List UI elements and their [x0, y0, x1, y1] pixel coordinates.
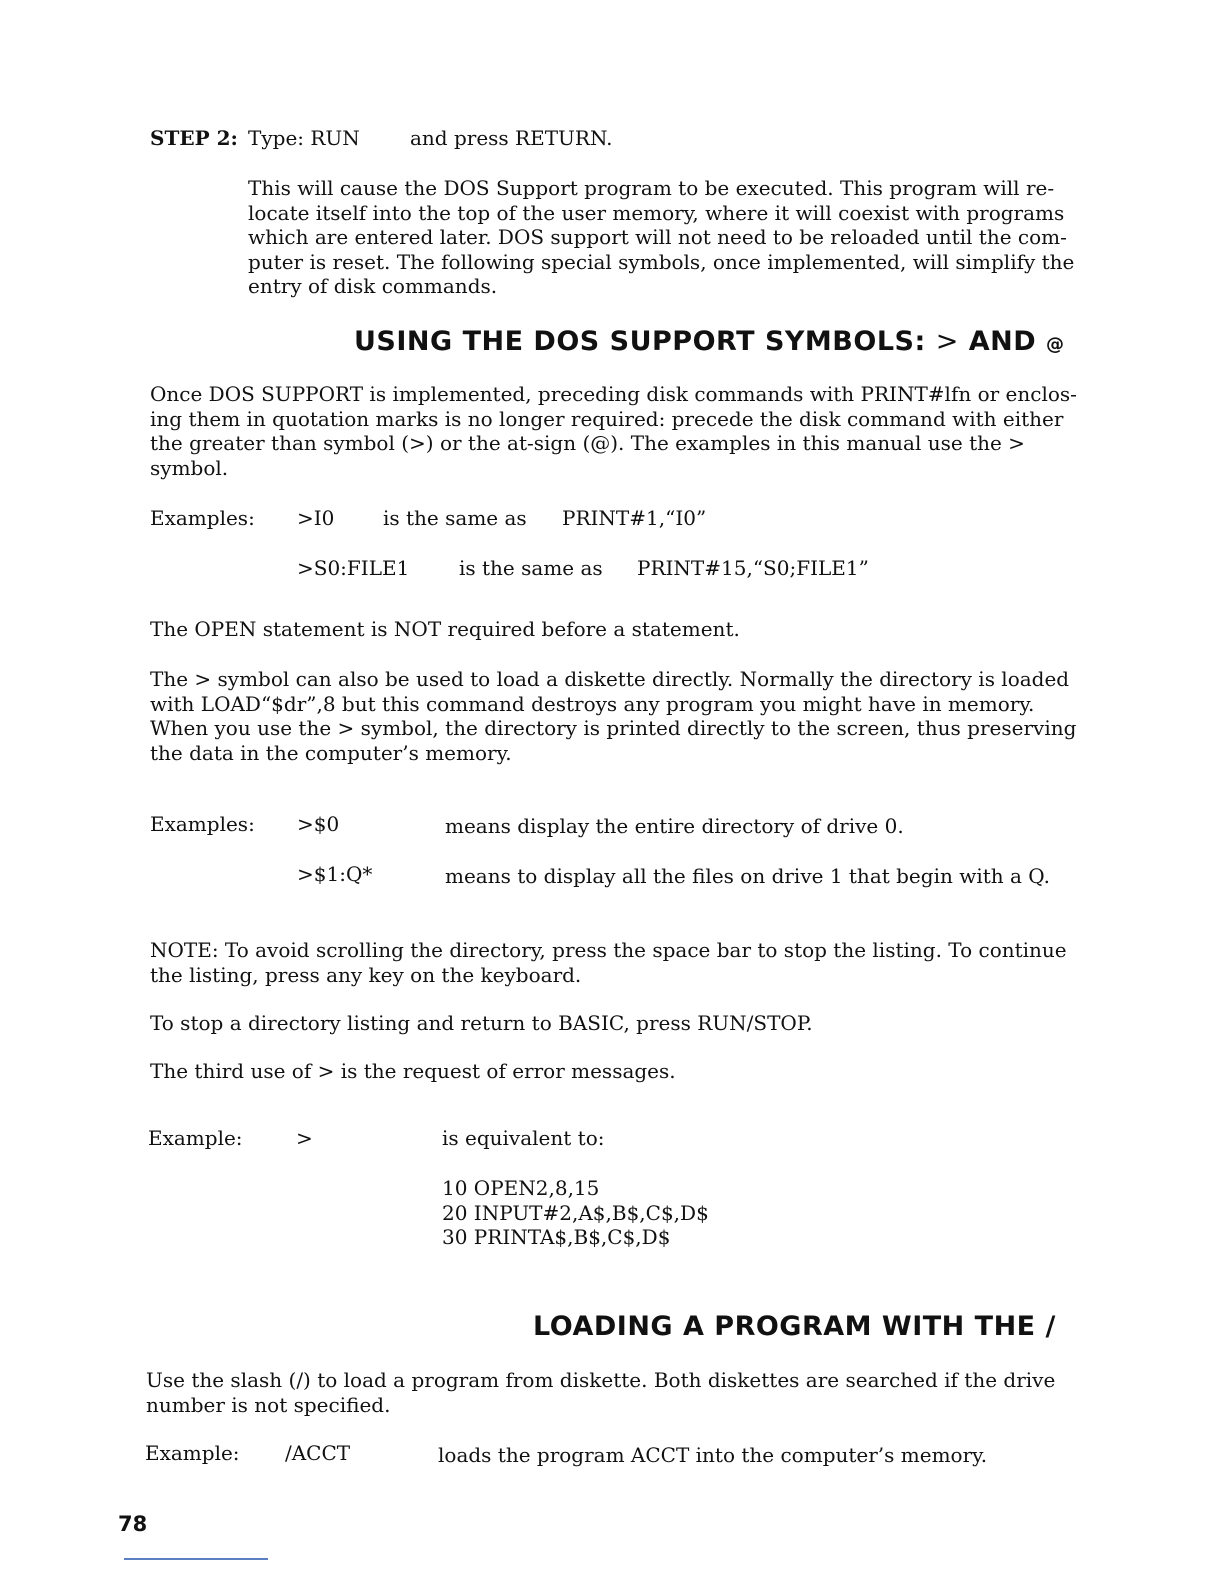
step-label: STEP 2:: [150, 126, 238, 150]
text-line: ing them in quotation marks is no longer required: precede the disk command with either: [150, 406, 1064, 431]
text-line: This will cause the DOS Support program to be executed. This program will re-: [248, 176, 1055, 200]
example-description: means display the entire directory of drive 0.: [445, 814, 904, 838]
note-paragraph: [150, 938, 1067, 987]
text-line: the greater than symbol (>) or the at-sign (@). The examples in this manual use the >: [150, 431, 1025, 455]
code-line: 30 PRINTA$,B$,C$,D$: [442, 1225, 671, 1249]
example-command: >$0: [297, 812, 340, 836]
examples-label: Examples:: [150, 812, 255, 836]
examples-label: Examples:: [150, 506, 255, 530]
third-use-text: The third use of > is the request of error messages.: [150, 1059, 676, 1083]
text-line: The > symbol can also be used to load a diskette directly. Normally the directory is loaded: [150, 667, 1070, 691]
example-command: >: [296, 1126, 313, 1150]
example-description: means to display all the files on drive 1 that begin with a Q.: [445, 864, 1051, 888]
stop-text: To stop a directory listing and return to BASIC, press RUN/STOP.: [150, 1011, 813, 1035]
intro-paragraph: [150, 382, 1077, 480]
text-line: the listing, press any key on the keyboard.: [150, 962, 582, 987]
example-label: Example:: [145, 1441, 240, 1465]
text-line: NOTE: To avoid scrolling the directory, press the space bar to stop the listing. To continue: [150, 938, 1067, 962]
section-heading-loading-program: LOADING A PROGRAM WITH THE /: [533, 1311, 1056, 1342]
text-line: entry of disk commands.: [248, 274, 498, 298]
example-command: /ACCT: [285, 1441, 351, 1465]
page-number: 78: [118, 1512, 148, 1536]
load-paragraph: [150, 667, 1076, 765]
slash-paragraph: [146, 1368, 1055, 1417]
example-command: >I0: [297, 506, 335, 530]
text-line: which are entered later. DOS support will not need to be reloaded until the com-: [248, 225, 1067, 249]
text-line: symbol.: [150, 455, 229, 480]
example-command: >$1:Q*: [297, 862, 373, 886]
example-equivalent: PRINT#15,“S0;FILE1”: [637, 556, 869, 580]
code-line: 10 OPEN2,8,15: [442, 1176, 600, 1200]
code-line: 20 INPUT#2,A$,B$,C$,D$: [442, 1200, 709, 1225]
text-line: Once DOS SUPPORT is implemented, preceding disk commands with PRINT#lfn or enclos-: [150, 382, 1077, 406]
step-press: and press RETURN.: [410, 126, 613, 150]
text-line: with LOAD“$dr”,8 but this command destroys any program you might have in memory.: [150, 691, 1035, 716]
code-block: [442, 1176, 709, 1250]
example-connector: is the same as: [459, 556, 603, 580]
example-command: >S0:FILE1: [297, 556, 410, 580]
step-type: Type: RUN: [248, 126, 360, 150]
example-description: is equivalent to:: [442, 1126, 605, 1150]
text-line: When you use the > symbol, the directory is printed directly to the screen, thus preserving: [150, 716, 1077, 740]
open-note: The OPEN statement is NOT required before a statement.: [150, 617, 740, 641]
text-line: the data in the computer’s memory.: [150, 740, 512, 765]
text-line: number is not specified.: [146, 1392, 391, 1417]
section-heading-dos-symbols: USING THE DOS SUPPORT SYMBOLS: > AND @: [354, 326, 1065, 357]
step-description: [248, 176, 1074, 299]
text-line: Use the slash (/) to load a program from diskette. Both diskettes are searched if the drive: [146, 1368, 1056, 1392]
text-line: puter is reset. The following special symbols, once implemented, will simplify the: [248, 249, 1075, 274]
example-description: loads the program ACCT into the computer’s memory.: [438, 1443, 988, 1467]
example-equivalent: PRINT#1,“I0”: [562, 506, 707, 530]
example-label: Example:: [148, 1126, 243, 1150]
text-line: locate itself into the top of the user memory, where it will coexist with programs: [248, 200, 1065, 225]
example-connector: is the same as: [383, 506, 527, 530]
footer-rule: [124, 1558, 268, 1560]
